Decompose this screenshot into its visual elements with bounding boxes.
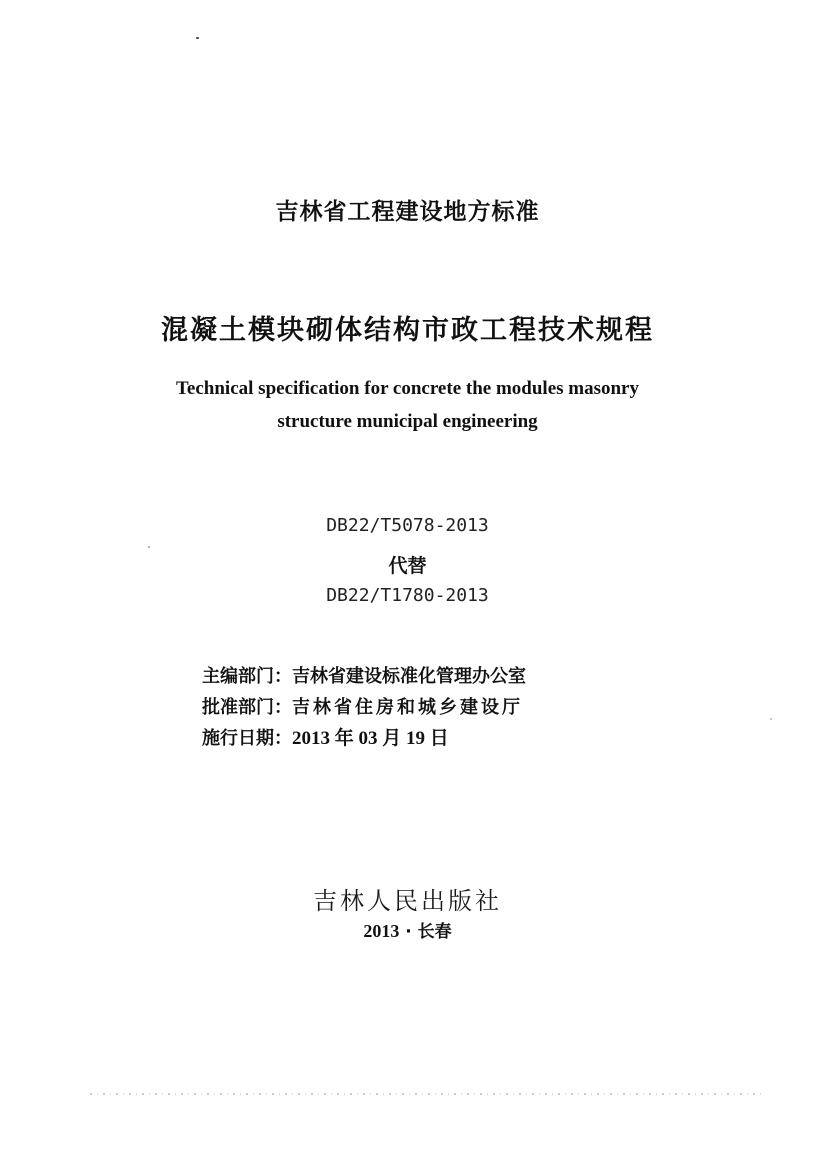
effective-date-label: 施行日期： bbox=[202, 728, 292, 749]
effective-date-value: 2013 年 03 月 19 日 bbox=[292, 728, 449, 749]
document-title-english-line-1: Technical specification for concrete the modules masonry bbox=[176, 378, 639, 399]
scan-speck bbox=[770, 718, 772, 720]
publication-city: 长春 bbox=[417, 922, 452, 942]
standard-series-title: 吉林省工程建设地方标准 bbox=[275, 199, 540, 225]
scan-noise-line bbox=[90, 1093, 765, 1095]
scan-speck bbox=[196, 37, 199, 39]
publication-separator: · bbox=[405, 922, 412, 942]
approver-department-row bbox=[202, 693, 523, 719]
effective-date-row bbox=[202, 723, 449, 750]
scan-speck bbox=[148, 546, 150, 548]
editor-department-value: 吉林省建设标准化管理办公室 bbox=[292, 666, 526, 687]
replaces-label: 代替 bbox=[388, 555, 427, 577]
document-title-chinese: 混凝土模块砌体结构市政工程技术规程 bbox=[161, 315, 654, 346]
editor-department-label: 主编部门： bbox=[202, 666, 292, 687]
publication-place bbox=[0, 917, 815, 942]
approver-department-value: 吉林省住房和城乡建设厅 bbox=[292, 697, 523, 718]
approver-department-label: 批准部门： bbox=[202, 697, 292, 718]
publication-year: 2013 bbox=[363, 921, 400, 941]
replaced-standard-code: DB22/T1780-2013 bbox=[326, 585, 489, 606]
standard-code: DB22/T5078-2013 bbox=[326, 515, 489, 536]
editor-department-row bbox=[202, 662, 526, 688]
publisher-name: 吉林人民出版社 bbox=[313, 887, 502, 915]
document-title-english-line-2: structure municipal engineering bbox=[277, 411, 538, 432]
